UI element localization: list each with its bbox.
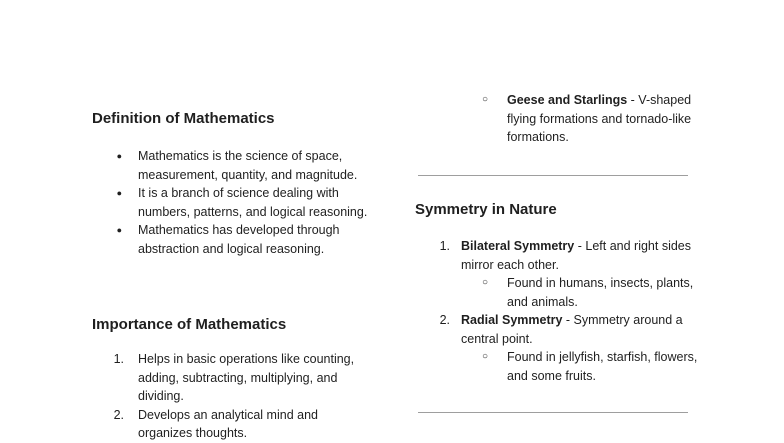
list-item [415,348,700,385]
bullet-marker: ● [116,151,122,161]
importance-item-1: Helps in basic operations like counting, adding, subtracting, multiplying, and dividing. [138,352,355,403]
circle-marker: ○ [481,94,489,105]
bullet-marker: ● [116,225,122,235]
bilateral-title: Bilateral Symmetry [461,239,575,253]
list-number: 2. [439,313,450,327]
geese-title: Geese and Starlings [507,93,628,107]
bilateral-sub: Found in humans, insects, plants, and animals. [507,276,694,309]
bullet-marker: ● [116,188,122,198]
importance-heading: Importance of Mathematics [92,316,287,333]
definition-bullet-1: Mathematics is the science of space, measurement, quantity, and magnitude. [138,149,358,182]
list-item [92,184,382,221]
definition-bullet-2: It is a branch of science dealing with numbers, patterns, and logical reasoning. [138,186,368,219]
list-item [415,274,700,311]
importance-item-2: Develops an analytical mind and organizes thoughts. [138,407,318,440]
list-item [415,91,695,147]
radial-description: - Symmetry around a central point. [461,313,683,346]
list-item [92,406,367,443]
list-item [415,311,700,348]
list-item [92,147,382,184]
list-number: 1. [439,239,450,253]
importance-list [92,350,367,443]
definition-heading: Definition of Mathematics [92,110,275,127]
bilateral-description: - Left and right sides mirror each other. [461,239,691,272]
radial-title: Radial Symmetry [461,313,563,327]
geese-description: - V-shaped flying formations and tornado-like formations. [507,93,692,144]
symmetry-list [415,237,700,385]
divider [418,175,688,176]
geese-item [415,91,695,147]
symmetry-heading: Symmetry in Nature [415,201,557,218]
circle-marker: ○ [481,351,489,362]
radial-sub: Found in jellyfish, starfish, flowers, and some fruits. [507,350,698,383]
list-item [415,237,700,274]
circle-marker: ○ [481,277,489,288]
list-item [92,221,382,258]
definition-list [92,147,382,258]
list-number: 2. [113,407,124,422]
list-item [92,350,367,406]
definition-bullet-3: Mathematics has developed through abstraction and logical reasoning. [138,223,340,256]
list-number: 1. [113,352,124,366]
divider [418,412,688,413]
